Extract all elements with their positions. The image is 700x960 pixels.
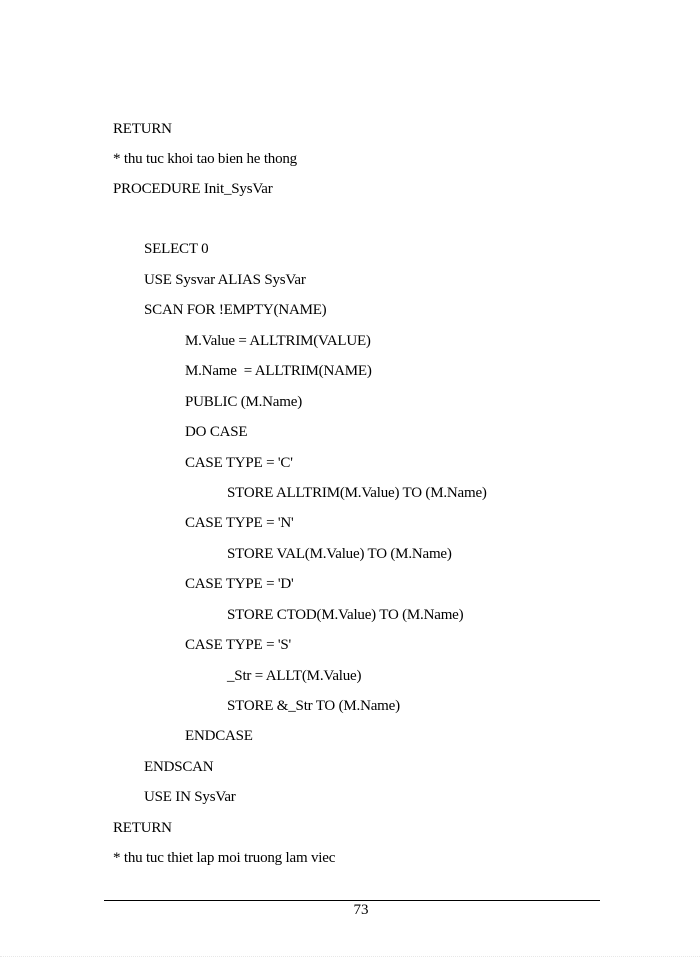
code-line: STORE CTOD(M.Value) TO (M.Name) bbox=[227, 607, 464, 623]
code-line: SELECT 0 bbox=[144, 241, 209, 257]
code-line: STORE VAL(M.Value) TO (M.Name) bbox=[227, 546, 452, 562]
code-line: CASE TYPE = 'S' bbox=[185, 637, 292, 653]
code-line: RETURN bbox=[113, 121, 172, 137]
code-line: M.Name = ALLTRIM(NAME) bbox=[185, 363, 372, 379]
code-line: ENDSCAN bbox=[144, 759, 214, 775]
code-line: CASE TYPE = 'D' bbox=[185, 576, 294, 592]
code-line: _Str = ALLT(M.Value) bbox=[227, 668, 362, 684]
code-line: CASE TYPE = 'C' bbox=[185, 455, 293, 471]
code-line: PROCEDURE Init_SysVar bbox=[113, 181, 273, 197]
code-line: STORE ALLTRIM(M.Value) TO (M.Name) bbox=[227, 485, 487, 501]
code-line: PUBLIC (M.Name) bbox=[185, 394, 302, 410]
code-line: USE IN SysVar bbox=[144, 789, 236, 805]
code-line: STORE &_Str TO (M.Name) bbox=[227, 698, 400, 714]
code-line: USE Sysvar ALIAS SysVar bbox=[144, 272, 306, 288]
page-edge bbox=[0, 956, 700, 957]
code-line: SCAN FOR !EMPTY(NAME) bbox=[144, 302, 327, 318]
code-line: DO CASE bbox=[185, 424, 248, 440]
code-comment: * thu tuc thiet lap moi truong lam viec bbox=[113, 850, 336, 866]
code-line: ENDCASE bbox=[185, 728, 253, 744]
code-line: CASE TYPE = 'N' bbox=[185, 515, 294, 531]
code-comment: * thu tuc khoi tao bien he thong bbox=[113, 151, 297, 167]
code-line: RETURN bbox=[113, 820, 172, 836]
page-number: 73 bbox=[353, 902, 369, 918]
code-line: M.Value = ALLTRIM(VALUE) bbox=[185, 333, 371, 349]
